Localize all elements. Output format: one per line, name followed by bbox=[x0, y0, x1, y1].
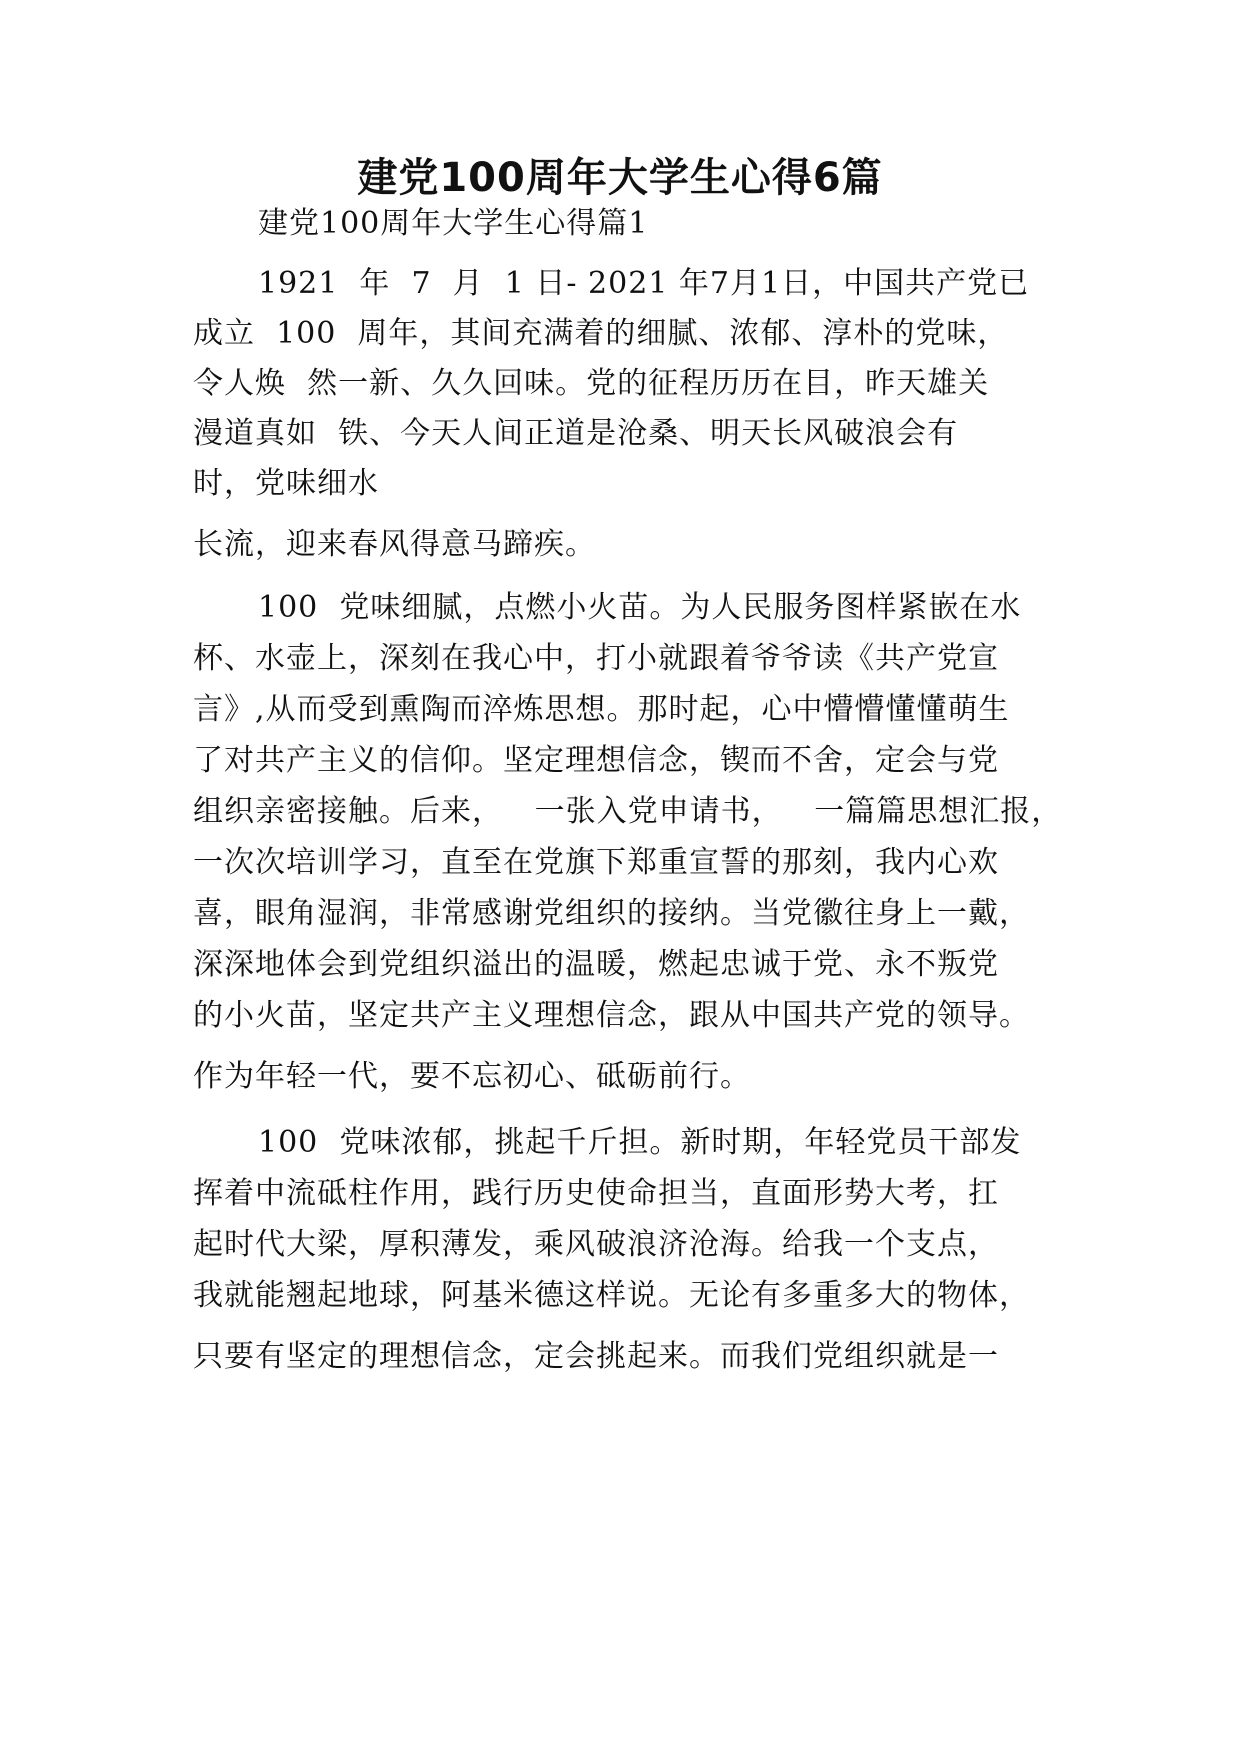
paragraph-line: 100 党味浓郁，挑起千斤担。新时期，年轻党员干部发 bbox=[258, 1125, 1022, 1160]
paragraph-line: 杯、水壶上，深刻在我心中，打小就跟着爷爷读《共产党宣 bbox=[193, 641, 999, 676]
paragraph-line: 言》,从而受到熏陶而淬炼思想。那时起，心中懵懵懂懂萌生 bbox=[193, 692, 1010, 727]
paragraph-line: 100 党味细腻，点燃小火苗。为人民服务图样紧嵌在水 bbox=[258, 590, 1022, 625]
paragraph-line: 令人焕 然一新、久久回味。党的征程历历在目，昨天雄关 bbox=[193, 366, 990, 401]
paragraph-line: 的小火苗，坚定共产主义理想信念，跟从中国共产党的领导。 bbox=[193, 998, 1030, 1033]
paragraph-line: 挥着中流砥柱作用，践行历史使命担当，直面形势大考，扛 bbox=[193, 1176, 999, 1211]
paragraph-line: 时，党味细水 bbox=[193, 466, 379, 501]
paragraph-line: 组织亲密接触。后来， 一张入党申请书， 一篇篇思想汇报， bbox=[193, 794, 1063, 829]
paragraph-line: 只要有坚定的理想信念，定会挑起来。而我们党组织就是一 bbox=[193, 1339, 999, 1374]
paragraph-line: 1921 年 7 月 1 日- 2021 年7月1日，中国共产党已 bbox=[258, 266, 1030, 301]
paragraph-line: 起时代大梁，厚积薄发，乘风破浪济沧海。给我一个支点， bbox=[193, 1227, 999, 1262]
paragraph-line: 作为年轻一代，要不忘初心、砥砺前行。 bbox=[193, 1059, 751, 1094]
paragraph-line: 了对共产主义的信仰。坚定理想信念，锲而不舍，定会与党 bbox=[193, 743, 999, 778]
paragraph-line: 深深地体会到党组织溢出的温暖，燃起忠诚于党、永不叛党 bbox=[193, 947, 999, 982]
paragraph-line: 喜，眼角湿润，非常感谢党组织的接纳。当党徽往身上一戴， bbox=[193, 896, 1030, 931]
paragraph-line: 一次次培训学习，直至在党旗下郑重宣誓的那刻，我内心欢 bbox=[193, 845, 999, 880]
paragraph-line: 成立 100 周年，其间充满着的细腻、浓郁、淳朴的党味， bbox=[193, 316, 1009, 351]
document-title: 建党100周年大学生心得6篇 bbox=[357, 155, 883, 201]
paragraph-line: 长流，迎来春风得意马蹄疾。 bbox=[193, 527, 596, 562]
paragraph-line: 漫道真如 铁、今天人间正道是沧桑、明天长风破浪会有 bbox=[193, 416, 959, 451]
paragraph-line: 我就能翘起地球，阿基米德这样说。无论有多重多大的物体， bbox=[193, 1278, 1030, 1313]
section-heading: 建党100周年大学生心得篇1 bbox=[258, 206, 649, 241]
